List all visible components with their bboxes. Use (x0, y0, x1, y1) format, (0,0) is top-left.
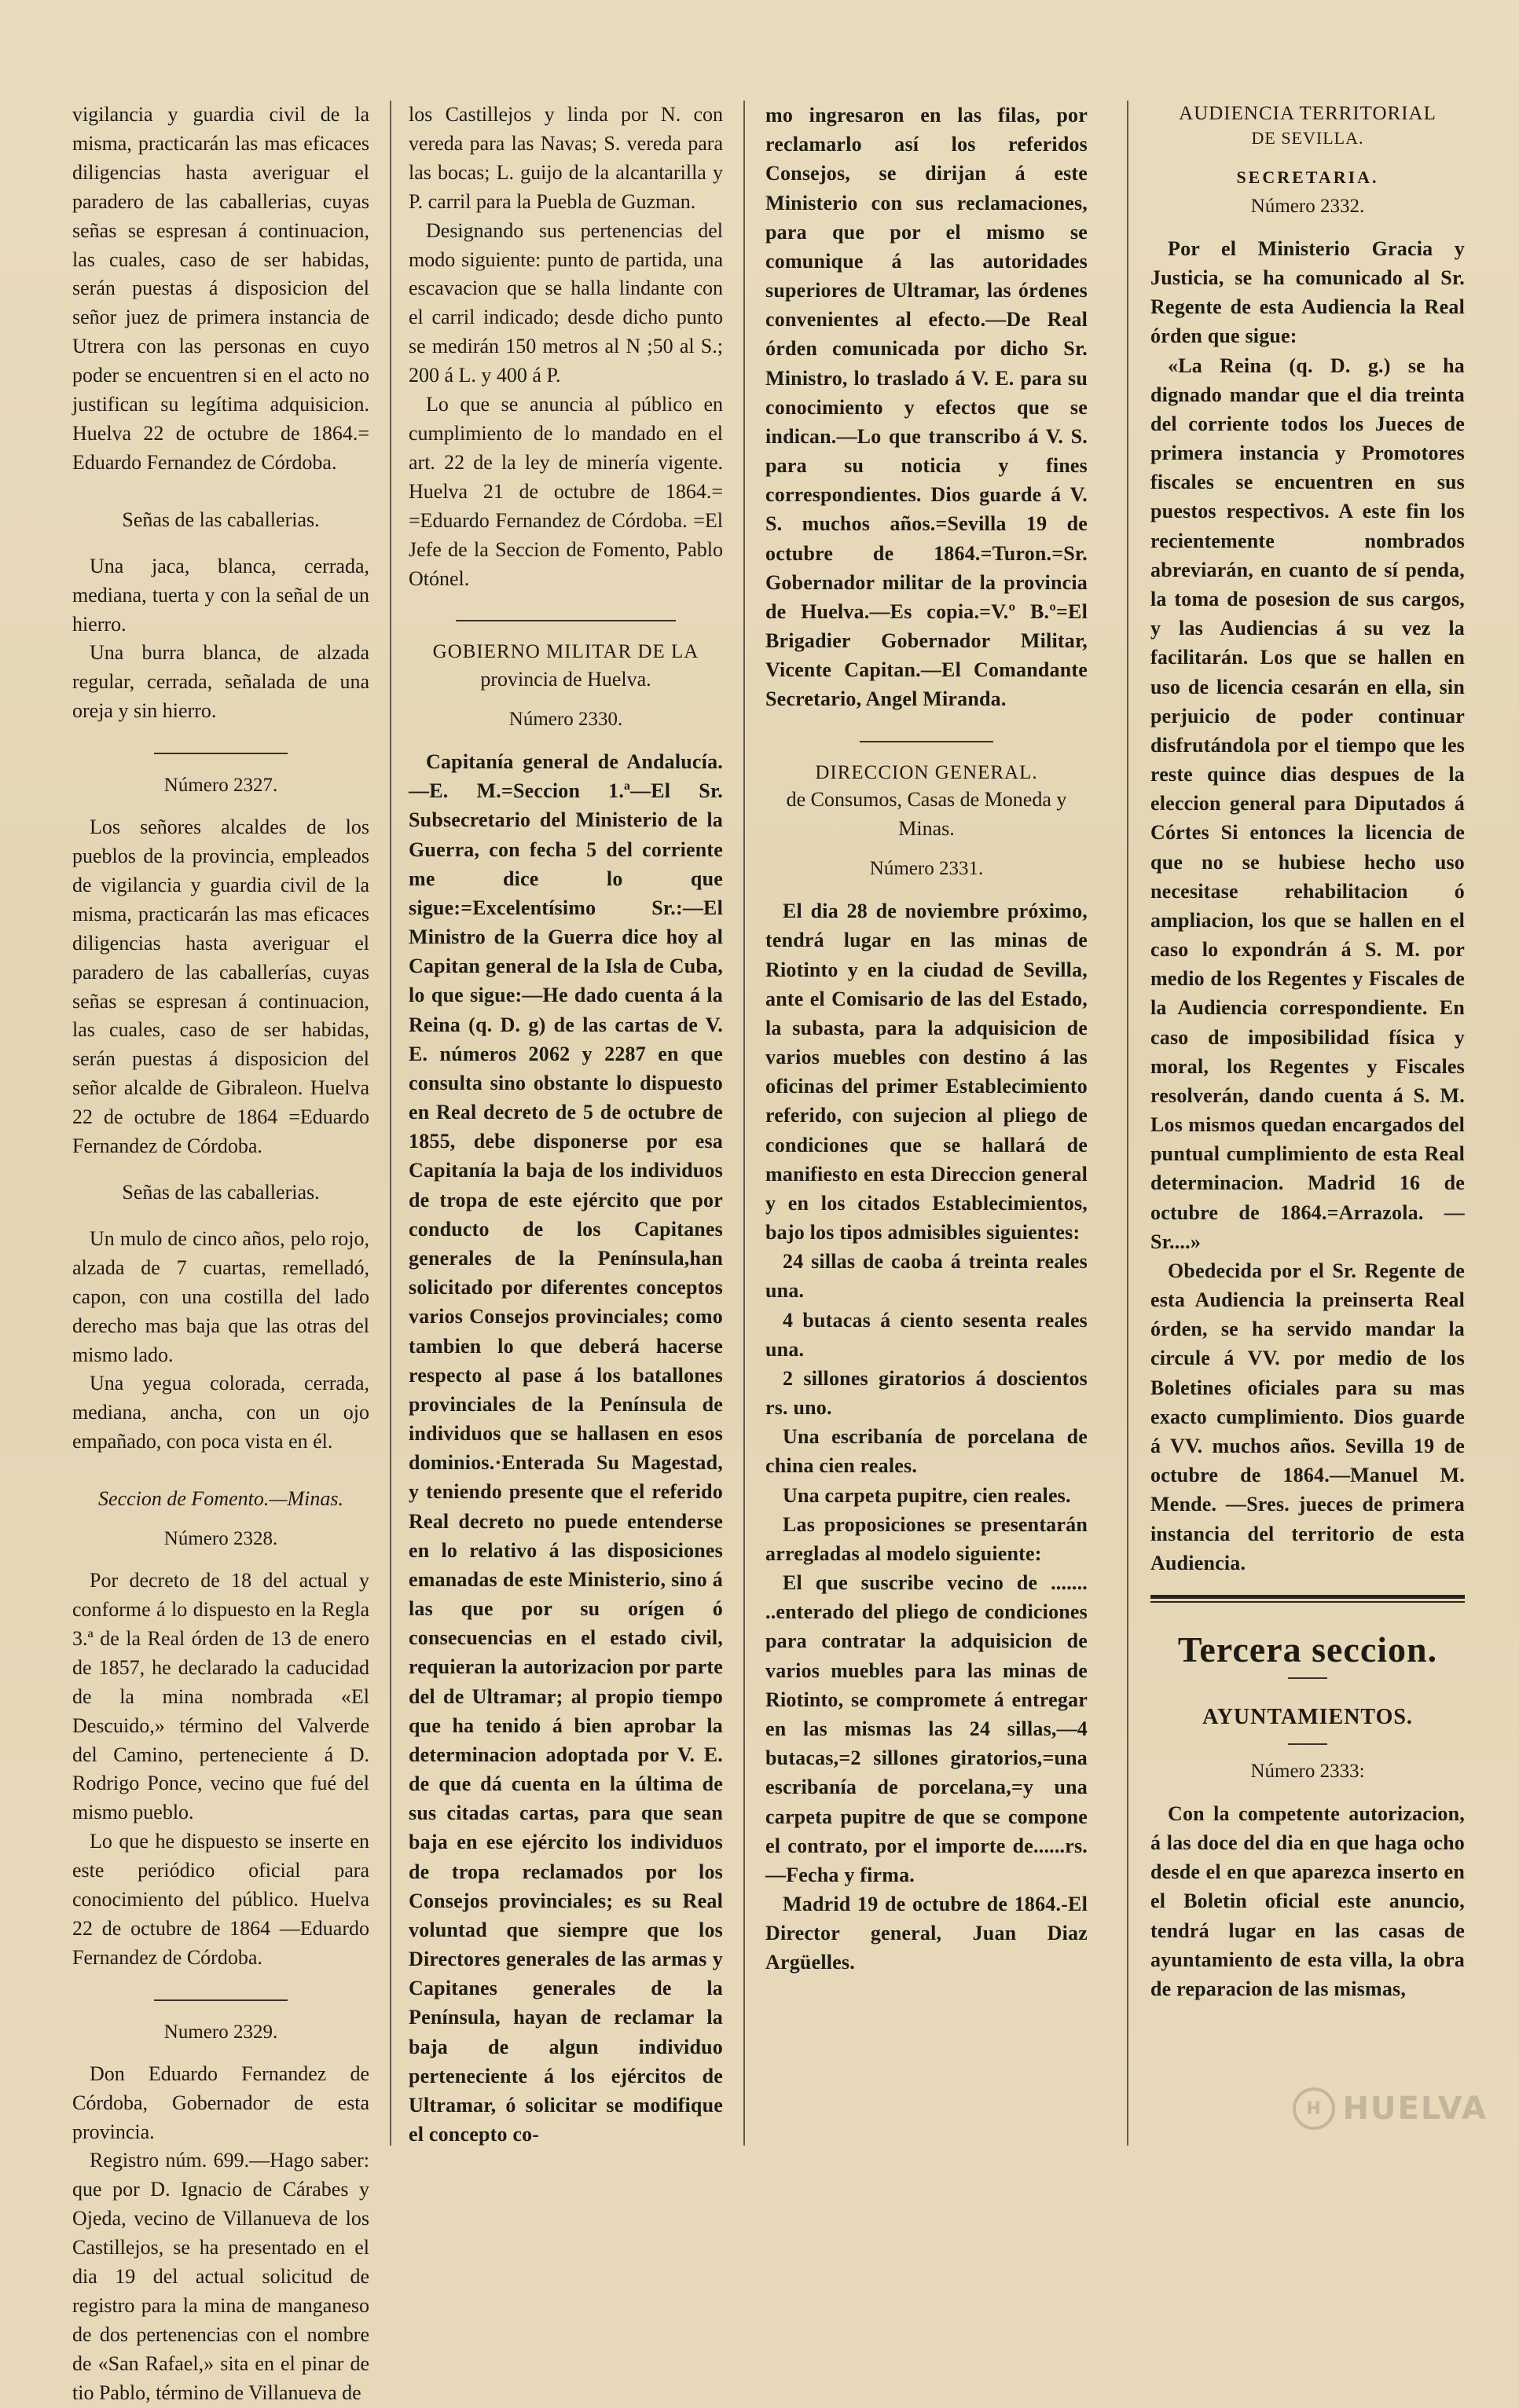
paragraph: El dia 28 de noviembre próximo, tendrá lugar en las minas de Riotinto y en la ciudad de Sevilla, ante el Comisario de las del Estado, la subasta, para la adquisicion de varios muebles con destino á las oficinas del primer Establecimiento referido, con sujecion al pliego de condiciones que se hallará de manifiesto en esta Direccion general y en los citados Establecimientos, bajo los tipos admisibles siguientes: (765, 900, 1088, 1244)
column-1 (72, 101, 369, 2404)
notice-number: Numero 2329. (163, 2021, 278, 2043)
notice-number: Número 2332. (1250, 195, 1365, 217)
paragraph: Obedecida por el Sr. Regente de esta Audiencia la preinserta Real órden, se ha servido mandar la circule á VV. por medio de los Boletines oficiales para su mas exacto cumplimiento. Dios guarde á VV. muchos años. Sevilla 19 de octubre de 1864.—Manuel M. Mende. —Sres. jueces de primera instancia del territorio de esta Audiencia. (1150, 1259, 1465, 1574)
list-item: Una escribanía de porcelana de china cien reales. (765, 1425, 1088, 1478)
paragraph: Lo que he dispuesto se inserte en este periódico oficial para conocimiento del público. Huelva 22 de octubre de 1864 —Eduardo Fernandez de Córdoba. (72, 1830, 369, 1969)
list-item: 2 sillones giratorios á doscientos rs. uno. (765, 1366, 1088, 1420)
paragraph: Designando sus pertenencias del modo siguiente: punto de partida, una escavacion que se halla lindante con el carril indicado; desde dicho punto se medirán 150 metros al N ;50 al S.; 200 á L. y 400 á P. (409, 218, 723, 387)
subheading: Señas de las caballerias. (122, 508, 320, 531)
paragraph: mo ingresaron en las filas, por reclamarlo así los referidos Consejos, se dirijan á este Ministerio con sus reclamaciones, para que por el mismo se comunique á las autoridades superiores de Ultramar, las órdenes convenientes al efecto.—De Real órden comunicada por dicho Sr. Ministro, lo traslado á V. E. para su conocimiento y efectos que se indican.—Lo que transcribo á V. S. para su noticia y fines correspondientes. Dios guarde á V. S. muchos años.=Sevilla 19 de octubre de 1864.=Turon.=Sr. Gobernador militar de la provincia de Huelva.—Es copia.=V.º B.º=El Brigadier Gobernador Militar, Vicente Capitan.—El Comandante Secretario, Angel Miranda. (765, 104, 1088, 711)
paragraph: Don Eduardo Fernandez de Córdoba, Gobernador de esta provincia. (72, 2062, 369, 2143)
paragraph: «La Reina (q. D. g.) se ha dignado mandar que el dia treinta del corriente todos los Jueces de primera instancia y Promotores fiscales se encuentren en sus puestos respectivos. A este fin los recientemente nombrados abreviarán, en cuanto de sí penda, la toma de posesion de sus cargos, y las Audiencias á su vez la facilitarán. Los que se hallen en uso de licencia cesarán en ella, sin perjuicio de poder continuar disfrutándola por el tiempo que les reste quince dias despues de la eleccion general para Diputados á Córtes Si entonces la licencia de que no se hubiese hecho uso necesitase rehabilitacion ó ampliacion, los que se hallen en el caso lo expondrán á S. M. por medio de los Regentes y Fiscales de la Audiencia correspondiente. En caso de imposibilidad física y moral, los Regentes y Fiscales resolverán, dando cuenta á S. M. Los mismos quedan encargados del puntual cumplimiento de esta Real determinacion. Madrid 16 de octubre de 1864.=Arrazola. —Sr....» (1150, 354, 1465, 1253)
paragraph: Una yegua colorada, cerrada, mediana, ancha, con un ojo empañado, con poca vista en él. (72, 1372, 369, 1453)
column-3 (765, 101, 1088, 2138)
section-banner: Tercera seccion. (1177, 1629, 1438, 1669)
section-subheading: DE SEVILLA. (1251, 127, 1364, 148)
notice-number: Número 2331. (869, 858, 984, 880)
paragraph: Las proposiciones se presentarán arregladas al modelo siguiente: (765, 1512, 1088, 1565)
watermark-text: HUELVA (1342, 2091, 1488, 2127)
paragraph: Por decreto de 18 del actual y conforme á lo dispuesto en la Regla 3.ª de la Real órden de 13 de enero de 1857, he declarado la caducidad de la mina nombrada «El Descuido,» término del Valverde del Camino, perteneciente á D. Rodrigo Ponce, vecino que fué del mismo pueblo. (72, 1569, 369, 1824)
paragraph: Capitanía general de Andalucía.—E. M.=Seccion 1.ª—El Sr. Subsecretario del Ministerio de la Guerra, con fecha 5 del corriente me dice lo que sigue:=Excelentísimo Sr.:—El Ministro de la Guerra dice hoy al Capitan general de la Isla de Cuba, lo que sigue:—He dado cuenta á la Reina (q. D. g) de las cartas de V. E. números 2062 y 2287 en que consulta sino obstante lo dispuesto en Real decreto de 5 de octubre de 1855, debe disponerse por esa Capitanía la baja de los individuos de tropa de este ejército que por conducto de los Capitanes generales de la Península,han solicitado por diferentes conceptos varios Consejos provinciales; como tambien lo que deberá hacerse respecto al pase á los batallones provinciales de la Península de individuos que se hallasen en esos dominios.·Enterada Su Magestad, y teniendo presente que el referido Real decreto no puede entenderse en lo relativo á las disposiciones emanadas de este Ministerio, sino á las que por su orígen ó consecuencias en el estado civil, requieran la autorizacion por parte del de Ultramar; al propio tiempo que ha tenido á bien aprobar la determinacion adoptada por V. E. de que dá cuenta en la última de sus citadas cartas, para que sean baja en ese ejército los individuos de tropa reclamados por los Consejos provinciales; es su Real voluntad que siempre que los Directores generales de las armas y Capitanes generales de la Península, hayan de reclamar la baja de algun individuo perteneciente á los ejércitos de Ultramar, ó solicitar se modifique el concepto co- (409, 750, 723, 2146)
column-divider (1127, 101, 1128, 2146)
paragraph: Lo que se anuncia al público en cumplimiento de lo mandado en el art. 22 de la ley de minería vigente. Huelva 21 de octubre de 1864.= =Eduardo Fernandez de Córdoba. =El Jefe de la Seccion de Fomento, Pablo Otónel. (409, 393, 723, 590)
diputacion-logo-icon: H (1293, 2087, 1335, 2130)
column-4 (1150, 101, 1465, 2138)
column-2 (409, 101, 723, 2146)
section-rule (154, 753, 288, 754)
section-heading: AUDIENCIA TERRITORIAL (1179, 103, 1436, 124)
section-rule (456, 620, 676, 621)
list-item: Una carpeta pupitre, cien reales. (783, 1483, 1071, 1507)
section-title: Seccion de Fomento.—Minas. (98, 1487, 343, 1511)
paragraph: El que suscribe vecino de ....... ..enterado del pliego de condiciones para contratar la adquisicion de varios muebles para las minas de Riotinto, se compromete á entregar en las mismas las 24 sillas,—4 butacas,=2 sillones giratorios,=una escribanía de porcelana,=y una carpeta pupitre de que se compone el contrato, por el importe de......rs.—Fecha y firma. (765, 1571, 1088, 1886)
notice-number: Número 2333: (1250, 1760, 1365, 1782)
paragraph: Los señores alcaldes de los pueblos de la provincia, empleados de vigilancia y guardia civil de la misma, practicarán las mas eficaces diligencias hasta averiguar el paradero de las caballerías, cuyas señas se espresan á continuacion, las cuales, caso de ser habidas, serán puestas á disposicion del señor alcalde de Gibraleon. Huelva 22 de octubre de 1864 =Eduardo Fernandez de Córdoba. (72, 815, 369, 1158)
paragraph: los Castillejos y linda por N. con vereda para las Navas; S. vereda para las bocas; L. guijo de la alcantarilla y P. carril para la Puebla de Guzman. (409, 103, 723, 213)
notice-number: Número 2327. (163, 775, 278, 797)
watermark (1293, 2087, 1488, 2130)
paragraph: vigilancia y guardia civil de la misma, practicarán las mas eficaces diligencias hasta averiguar el paradero de las caballerias, cuyas señas se espresan á continuacion, las cuales, caso de ser habidas, serán puestas á disposicion del señor juez de primera instancia de Utrera con las personas en cuyo poder se encuentren si en el acto no justifican su legítima adquisicion. Huelva 22 de octubre de 1864.= Eduardo Fernandez de Córdoba. (72, 103, 369, 474)
paragraph: Por el Ministerio Gracia y Justicia, se ha comunicado al Sr. Regente de esta Audiencia la Real órden que sigue: (1150, 236, 1465, 348)
subheading: Señas de las caballerias. (122, 1181, 320, 1204)
section-rule-double (1150, 1595, 1465, 1603)
paragraph: Una burra blanca, de alzada regular, cerrada, señalada de una oreja y sin hierro. (72, 641, 369, 723)
section-rule (154, 1999, 288, 2001)
notice-number: Número 2328. (163, 1528, 278, 1550)
paragraph: Una jaca, blanca, cerrada, mediana, tuerta y con la señal de un hierro. (72, 554, 369, 636)
notice-number: Número 2330. (508, 709, 623, 731)
section-heading: AYUNTAMIENTOS. (1202, 1705, 1413, 1730)
paragraph: Madrid 19 de octubre de 1864.-El Director general, Juan Diaz Argüelles. (765, 1893, 1088, 1974)
section-rule (860, 741, 993, 742)
list-item: 24 sillas de caoba á treinta reales una. (765, 1250, 1088, 1303)
section-subheading: provincia de Huelva. (480, 668, 651, 691)
section-rule (1288, 1743, 1327, 1745)
section-rule (1288, 1677, 1327, 1679)
list-item: 4 butacas á ciento sesenta reales una. (765, 1308, 1088, 1361)
section-heading: DIRECCION GENERAL. (815, 761, 1038, 783)
paragraph: Registro núm. 699.—Hago saber: que por D. Ignacio de Cárabes y Ojeda, vecino de Villanueva de los Castillejos, se ha presentado en el dia 19 del actual solicitud de registro para la mina de manganeso de dos pertenencias con el nombre de «San Rafael,» sita en el pinar de tio Pablo, término de Villanueva de (72, 2149, 369, 2404)
section-title: SECRETARIA. (1236, 167, 1379, 188)
paragraph: Un mulo de cinco años, pelo rojo, alzada de 7 cuartas, remelladó, capon, con una costilla del lado derecho mas baja que las otras del mismo lado. (72, 1226, 369, 1366)
column-divider (390, 101, 391, 2146)
column-divider (743, 101, 745, 2146)
section-heading: GOBIERNO MILITAR DE LA (432, 641, 699, 663)
paragraph: Con la competente autorizacion, á las doce del dia en que haga ocho desde el en que aparezca inserto en el Boletin oficial este anuncio, tendrá lugar en las casas de ayuntamiento de esta villa, la obra de reparacion de las mismas, (1150, 1801, 1465, 2000)
section-subheading: de Consumos, Casas de Moneda y Minas. (786, 788, 1067, 841)
